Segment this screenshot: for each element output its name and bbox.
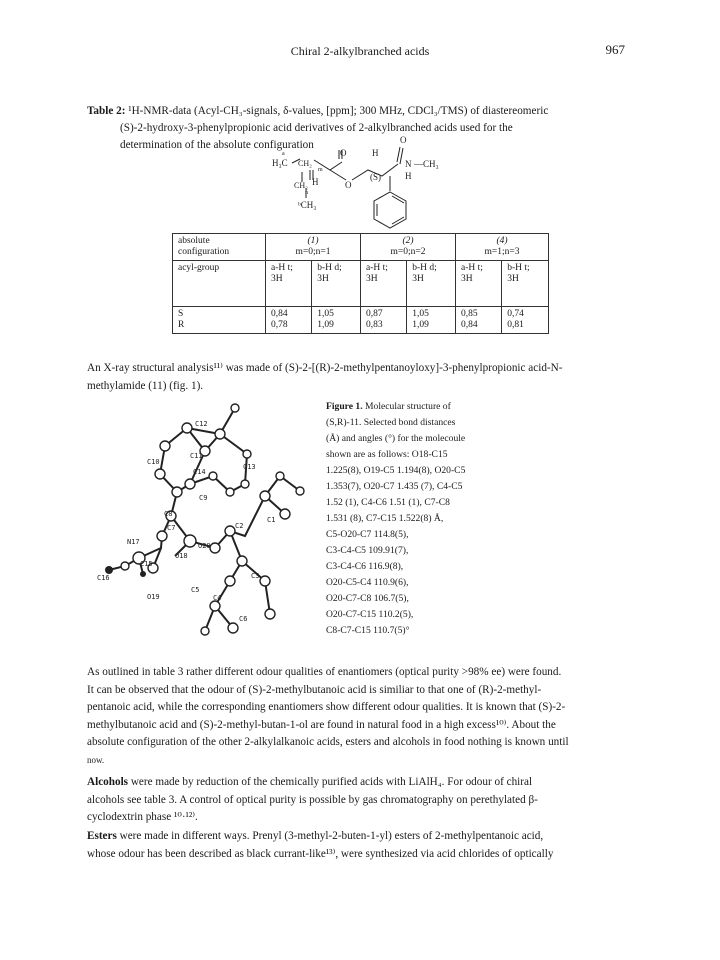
- alcohols-heading: Alcohols: [87, 776, 129, 788]
- figure-line-9: C3-C4-C5 109.91(7),: [326, 545, 409, 556]
- body-line-0: As outlined in table 3 rather different odour qualities of enantiomers (optical purity >98% ee) were found.: [87, 666, 562, 678]
- col-header-1: [266, 234, 361, 261]
- esters-line-2: whose odour has been described as black currant-like¹³⁾, were synthesized via acid chlorides of optically: [87, 847, 554, 860]
- acyl-cell: a-H t; 3H: [361, 261, 407, 307]
- n-sub: n: [305, 190, 308, 196]
- col-cond-1: m=0;n=1: [295, 247, 331, 257]
- atom-c4: C4: [213, 594, 222, 602]
- atom-c5: C5: [191, 586, 200, 594]
- xray-line-1: An X-ray structural analysis¹¹⁾ was made of (S)-2-[(R)-2-methylpentanoyloxy]-3-phenylpropionic acid-N-: [87, 362, 563, 374]
- esters-heading: Esters: [87, 830, 117, 842]
- value-cell: [266, 307, 312, 334]
- alcohols-text-1: were made by reduction of the chemically purified acids with LiAlH₄. For odour of chiral: [128, 776, 533, 788]
- xray-paragraph: [87, 360, 642, 395]
- body-line-1: It can be observed that the odour of (S)-2-methylbutanoic acid is similiar to that one of (R)-2-methyl-: [87, 683, 542, 696]
- value-cell: [502, 307, 549, 334]
- row-label-config: absolute configuration: [173, 234, 266, 261]
- atom-c3: C3: [251, 572, 260, 580]
- alcohols-line-2: alcohols see table 3. A control of optical purity is possible by gas chromatography on perethylated β-: [87, 793, 538, 806]
- figure-line-13: O20-C7-C15 110.2(5),: [326, 609, 414, 620]
- chemical-structure: [250, 136, 450, 231]
- col-num-1: (1): [307, 236, 319, 246]
- atom-c12: C12: [195, 420, 208, 428]
- col-num-2: (2): [402, 236, 414, 246]
- body-line-2: pentanoic acid, while the corresponding enantiomers show different odour qualities. It is known that (S)-2-: [87, 701, 566, 713]
- atom-c10: C10: [147, 458, 160, 466]
- figure-line-10: C3-C4-C6 116.9(8),: [326, 561, 404, 572]
- body-line-3: methylbutanoic acid and (S)-2-methyl-butan-1-ol are found in natural food in a high excess¹⁰⁾. About the: [87, 718, 556, 731]
- atom-c14: C14: [193, 468, 206, 476]
- col-cond-2: m=0;n=2: [390, 247, 426, 257]
- body-line-5: now.: [87, 754, 105, 765]
- figure-line-11: O20-C5-C4 110.9(6),: [326, 577, 409, 588]
- value-r: 1,09: [412, 320, 429, 330]
- figure-line: [326, 399, 526, 415]
- a-mark: a: [282, 151, 285, 157]
- atom-n17: N17: [127, 538, 140, 546]
- value-s: 0,84: [271, 309, 288, 319]
- config-cell: [173, 307, 266, 334]
- o-top: O: [400, 136, 407, 145]
- figure-line-6: 1.52 (1), C4-C6 1.51 (1), C7-C8: [326, 497, 450, 508]
- value-s: 1,05: [412, 309, 429, 319]
- value-cell: [312, 307, 361, 334]
- value-r: 0,78: [271, 320, 288, 330]
- value-s: 1,05: [317, 309, 334, 319]
- caption-line-1: ¹H-NMR-data (Acyl-CH₃-signals, δ-values, [ppm]; 300 MHz, CDCl₃/TMS) of diastereomeric: [125, 105, 549, 117]
- value-cell: [407, 307, 456, 334]
- n-label: N: [405, 159, 412, 169]
- h3c-label: H₃C: [272, 158, 288, 168]
- molecular-structure-figure: [95, 396, 320, 646]
- esters-text-1: were made in different ways. Prenyl (3-methyl-2-buten-1-yl) esters of 2-methylpentanoic acid,: [116, 830, 544, 842]
- page-number: 967: [605, 42, 625, 57]
- caption-line-3: determination of the absolute configuration: [120, 139, 314, 151]
- atom-c6: C6: [239, 615, 248, 623]
- value-r: 0,83: [366, 320, 383, 330]
- figure-line-14: C8-C7-C15 110.7(5)°: [326, 625, 410, 636]
- figure-line-2: (Å) and angles (°) for the molecoule: [326, 433, 466, 444]
- atom-c15: C15: [140, 560, 153, 568]
- atom-c7: C7: [167, 524, 176, 532]
- o-carbonyl: O: [340, 148, 347, 158]
- caption-line-2: (S)-2-hydroxy-3-phenylpropionic acid derivatives of 2-alkylbranched acids used for the: [120, 122, 513, 134]
- bch3-label: ᵇCH₃: [298, 200, 317, 210]
- value-s: 0,87: [366, 309, 383, 319]
- col-num-3: (4): [496, 236, 508, 246]
- alcohols-paragraph: [87, 774, 642, 827]
- ch2-label-2: CH₂: [294, 181, 308, 190]
- ch2-label: CH₂: [298, 159, 312, 168]
- caption-label: Table 2:: [87, 105, 126, 117]
- acyl-cell: a-H t; 3H: [456, 261, 502, 307]
- atom-c13: C13: [243, 463, 256, 471]
- row-label-acyl: acyl-group: [173, 261, 266, 307]
- col-header-3: [456, 234, 549, 261]
- value-cell: [361, 307, 407, 334]
- figure-label: Figure 1.: [326, 401, 363, 412]
- m-sub: m: [318, 167, 323, 173]
- acyl-cell: b-H t; 3H: [502, 261, 549, 307]
- figure-line-0: Molecular structure of: [362, 401, 451, 412]
- h-n: H: [405, 171, 412, 181]
- value-r: 1,09: [317, 320, 334, 330]
- config-r: R: [178, 320, 185, 330]
- atom-c9: C9: [199, 494, 208, 502]
- ch3-label: —CH₃: [414, 159, 439, 169]
- atom-c16: C16: [97, 574, 110, 582]
- figure-line-4: 1.225(8), O19-C5 1.194(8), O20-C5: [326, 465, 466, 476]
- value-s: 0,74: [507, 309, 524, 319]
- atom-o18: O18: [175, 552, 188, 560]
- figure-line-1: (S,R)-11. Selected bond distances: [326, 417, 456, 428]
- figure-line-5: 1.353(7), O20-C7 1.435 (7), C4-C5: [326, 481, 463, 492]
- acyl-cell: b-H d; 3H: [407, 261, 456, 307]
- s-label: (S): [370, 172, 381, 182]
- atom-c1: C1: [267, 516, 276, 524]
- alcohols-line-3: cyclodextrin phase ¹⁰·¹²⁾.: [87, 811, 198, 823]
- esters-line-1: [87, 828, 642, 846]
- xray-line-2: methylamide (11) (fig. 1).: [87, 379, 204, 392]
- acyl-cell: b-H d; 3H: [312, 261, 361, 307]
- atom-o19: O19: [147, 593, 160, 601]
- atom-o20: O20: [198, 542, 211, 550]
- figure-line-3: shown are as follows: O18-C15: [326, 449, 448, 460]
- figure-line-7: 1.531 (8), C7-C15 1.522(8) Å,: [326, 513, 444, 524]
- figure-line-8: C5-O20-C7 114.8(5),: [326, 529, 409, 540]
- running-title: Chiral 2-alkylbranched acids: [290, 44, 430, 58]
- value-r: 0,81: [507, 320, 524, 330]
- figure-line-12: O20-C7-C8 106.7(5),: [326, 593, 409, 604]
- col-cond-3: m=1;n=3: [484, 247, 520, 257]
- acyl-cell: a-H t; 3H: [266, 261, 312, 307]
- atom-c11: C11: [190, 452, 203, 460]
- h-label: H: [372, 148, 379, 158]
- config-s: S: [178, 309, 184, 319]
- nmr-table: [172, 233, 549, 334]
- atom-c8: C8: [164, 510, 173, 518]
- value-cell: [456, 307, 502, 334]
- value-r: 0,84: [461, 320, 478, 330]
- alcohols-line-1: [87, 774, 642, 792]
- esters-paragraph: [87, 828, 642, 863]
- body-line-4: absolute configuration of the other 2-alkylalkanoic acids, esters and alcohols in food nothing is known until: [87, 736, 569, 748]
- atom-c2: C2: [235, 522, 244, 530]
- body-paragraph: [87, 664, 642, 769]
- h-alpha: H: [312, 177, 319, 187]
- col-header-2: [361, 234, 456, 261]
- value-s: 0,85: [461, 309, 478, 319]
- o-ester: O: [345, 180, 352, 190]
- figure-caption: [326, 399, 526, 639]
